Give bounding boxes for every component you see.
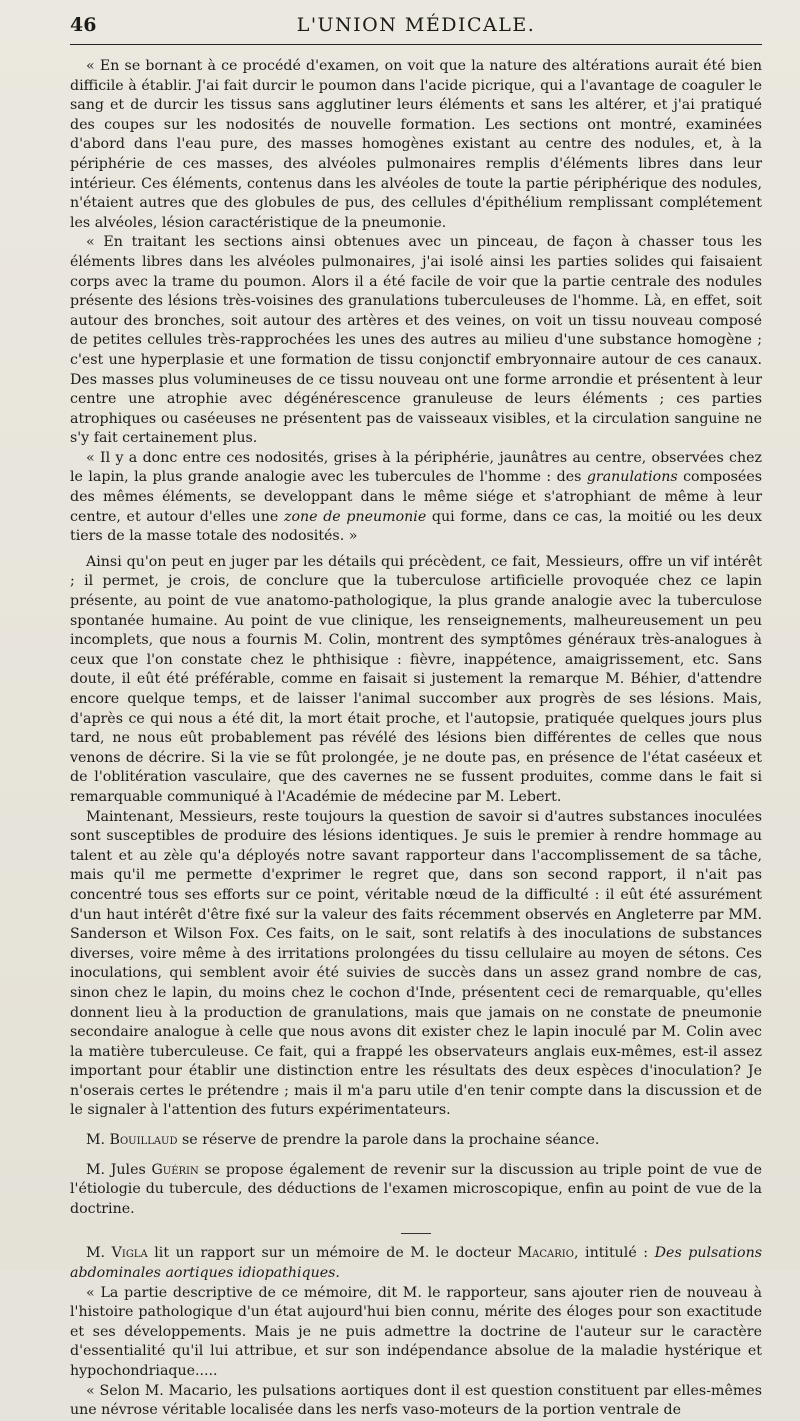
paragraph-9: « La partie descriptive de ce mémoire, dit M. le rapporteur, sans ajouter rien de nouveau à l'histoire pathologique d'un état aujourd'hui bien connu, mérite des éloges pour son exactitude et ses développements. Mais je ne puis admettre la doctrine de l'auteur sur le caractère d'essentialité qu'il lui attribue, et sur son indépendance absolue de la maladie hystérique et hypochondriaque..... [70,1284,762,1379]
paragraph-8 [70,1244,762,1283]
paragraph-2: « En traitant les sections ainsi obtenues avec un pinceau, de façon à chasser tous les éléments libres dans les alvéoles pulmonaires, j'ai isolé ainsi les parties solides qui faisaient corps avec la trame du poumon. Alors il a été facile de voir que la partie centrale des nodules présente des lésions très-voisines des granulations tuberculeuses de l'homme. Là, en effet, soit autour des bronches, soit autour des artères et des veines, on voit un tissu nouveau composé de petites cellules très-rapprochées les unes des autres au milieu d'une substance homogène ; c'est une hyperplasie et une formation de tissu conjonctif embryonnaire autour de ces canaux. Des masses plus volumineuses de ce tissu nouveau ont une forme arrondie et présentent à leur centre une atrophie avec dégénérescence granuleuse de leurs éléments ; ces parties atrophiques ou caséeuses ne présentent pas de vaisseaux visibles, et la circulation sanguine ne s'y fait certainement plus. [70,234,762,447]
speaker-guerin: Guérin [151,1161,199,1178]
paragraph-7 [70,1161,762,1220]
paragraph-3-text-b: composées des mêmes éléments, se developpant dans le même siége et s'atrophiant de même à leur centre, et autour d'elles une [70,469,762,525]
paragraph-1: « En se bornant à ce procédé d'examen, on voit que la nature des altérations aurait été bien difficile à établir. J'ai fait durcir le poumon dans l'acide picrique, qui a l'avantage de coaguler le sang et de durcir les tissus sans agglutiner leurs éléments et sans les altérer, et j'ai pratiqué des coupes sur les nodosités de nouvelle formation. Les sections ont montré, examinées d'abord dans l'eau pure, des masses homogènes existant au centre des nodules, et, à la périphérie de ces masses, des alvéoles pulmonaires remplis d'éléments libres dans leur intérieur. Ces éléments, contenus dans les alvéoles de toute la partie périphérique des nodules, n'étaient autres que des globules de pus, des cellules d'épithélium remplissant complétement les alvéoles, lésion caractéristique de la pneumonie. [70,58,762,231]
emphasis-granulations: granulations [586,469,678,486]
author-macario: Macario [517,1245,574,1262]
memoir-title: Des pulsations abdominales aortiques idiopathiques. [70,1245,762,1282]
paragraph-4: Ainsi qu'on peut en juger par les détails qui précèdent, ce fait, Messieurs, offre un vif intérêt ; il permet, je crois, de conclure que la tuberculose artificielle provoquée chez ce lapin présente, au point de vue anatomo-pathologique, la plus grande analogie avec la tuberculose spontanée humaine. Au point de vue clinique, les renseignements, malheureusement un peu incomplets, que nous a fournis M. Colin, montrent des symptômes généraux très-analogues à ceux que l'on constate chez le phthisique : fièvre, inappétence, amaigrissement, etc. Sans doute, il eût été préférable, comme en faisait si justement la remarque M. Béhier, d'attendre encore quelque temps, et de laisser l'animal succomber aux progrès de ses lésions. Mais, d'après ce qui nous a été dit, la mort était proche, et l'autopsie, pratiquée quelques jours plus tard, ne nous eût probablement pas révélé des lésions bien différentes de celles que nous venons de décrire. Si la vie se fût prolongée, je ne doute pas, en présence de l'état caséeux et de l'oblitération vasculaire, que des cavernes ne se fussent produites, comme dans le fait si remarquable communiqué à l'Académie de médecine par M. Lebert. [70,553,762,805]
paragraph-3 [70,449,762,547]
paragraph-3-text-c: qui forme, dans ce cas, la moitié ou les deux tiers de la masse totale des nodosités. » [70,508,762,545]
paragraph-3-text-a: « Il y a donc entre ces nodosités, grises à la périphérie, jaunâtres au centre, observées chez le lapin, la plus grande analogie avec les tubercules de l'homme : des [70,449,762,486]
paragraph-8-text-a: lit un rapport sur un mémoire de M. le docteur [147,1245,518,1262]
page-header [70,14,762,45]
paragraph-6-text: se réserve de prendre la parole dans la prochaine séance. [177,1132,600,1149]
section-divider [401,1233,431,1234]
speaker-vigla: M. Vigla [86,1245,148,1262]
paragraph-5: Maintenant, Messieurs, reste toujours la question de savoir si d'autres substances inoculées sont susceptibles de produire des lésions identiques. Je suis le premier à rendre hommage au talent et au zèle qu'a déployés notre savant rapporteur dans l'accomplissement de sa tâche, mais qu'il me permette d'exprimer le regret que, dans son second rapport, il n'ait pas concentré tous ses efforts sur ce point, véritable nœud de la difficulté : il eût été assurément d'un haut intérêt d'être fixé sur la valeur des faits récemment observés en Angleterre par MM. Sanderson et Wilson Fox. Ces faits, on le sait, sont relatifs à des inoculations de substances diverses, voire même à des irritations prolongées du tissu cellulaire au moyen de sétons. Ces inoculations, qui semblent avoir été suivies de succès dans un assez grand nombre de cas, sinon chez le lapin, du moins chez le cochon d'Inde, présentent ceci de remarquable, qu'elles donnent lieu à la production de granulations, mais que jamais on ne constate de pneumonie secondaire analogue à celle que nous avons dit exister chez le lapin inoculé par M. Colin avec la matière tuberculeuse. Ce fait, qui a frappé les observateurs anglais eux-mêmes, est-il assez important pour établir une distinction entre les résultats des deux espèces d'inoculation? Je n'oserais certes le prétendre ; mais il m'a paru utile d'en tenir compte dans la discussion et de le signaler à l'attention des futurs expérimentateurs. [70,808,762,1119]
speaker-bouillaud: M. Bouillaud [86,1132,178,1149]
page-number: 46 [70,14,97,36]
paragraph-10: « Selon M. Macario, les pulsations aortiques dont il est question constituent par elles-mêmes une névrose véritable localisée dans les nerfs vaso-moteurs de la portion ventrale de [70,1382,762,1419]
emphasis-zone-de-pneumonie: zone de pneumonie [283,508,427,525]
paragraph-7-prefix: M. Jules [86,1161,152,1178]
paragraph-6 [70,1131,762,1151]
running-title: L'UNION MÉDICALE. [296,14,536,36]
paragraph-8-text-b: , intitulé : [573,1245,655,1262]
article-body [70,57,762,1421]
paragraph-7-text: se propose également de revenir sur la discussion au triple point de vue de l'étiologie du tubercule, des déductions de l'examen microscopique, enfin au point de vue de la doctrine. [70,1161,762,1217]
